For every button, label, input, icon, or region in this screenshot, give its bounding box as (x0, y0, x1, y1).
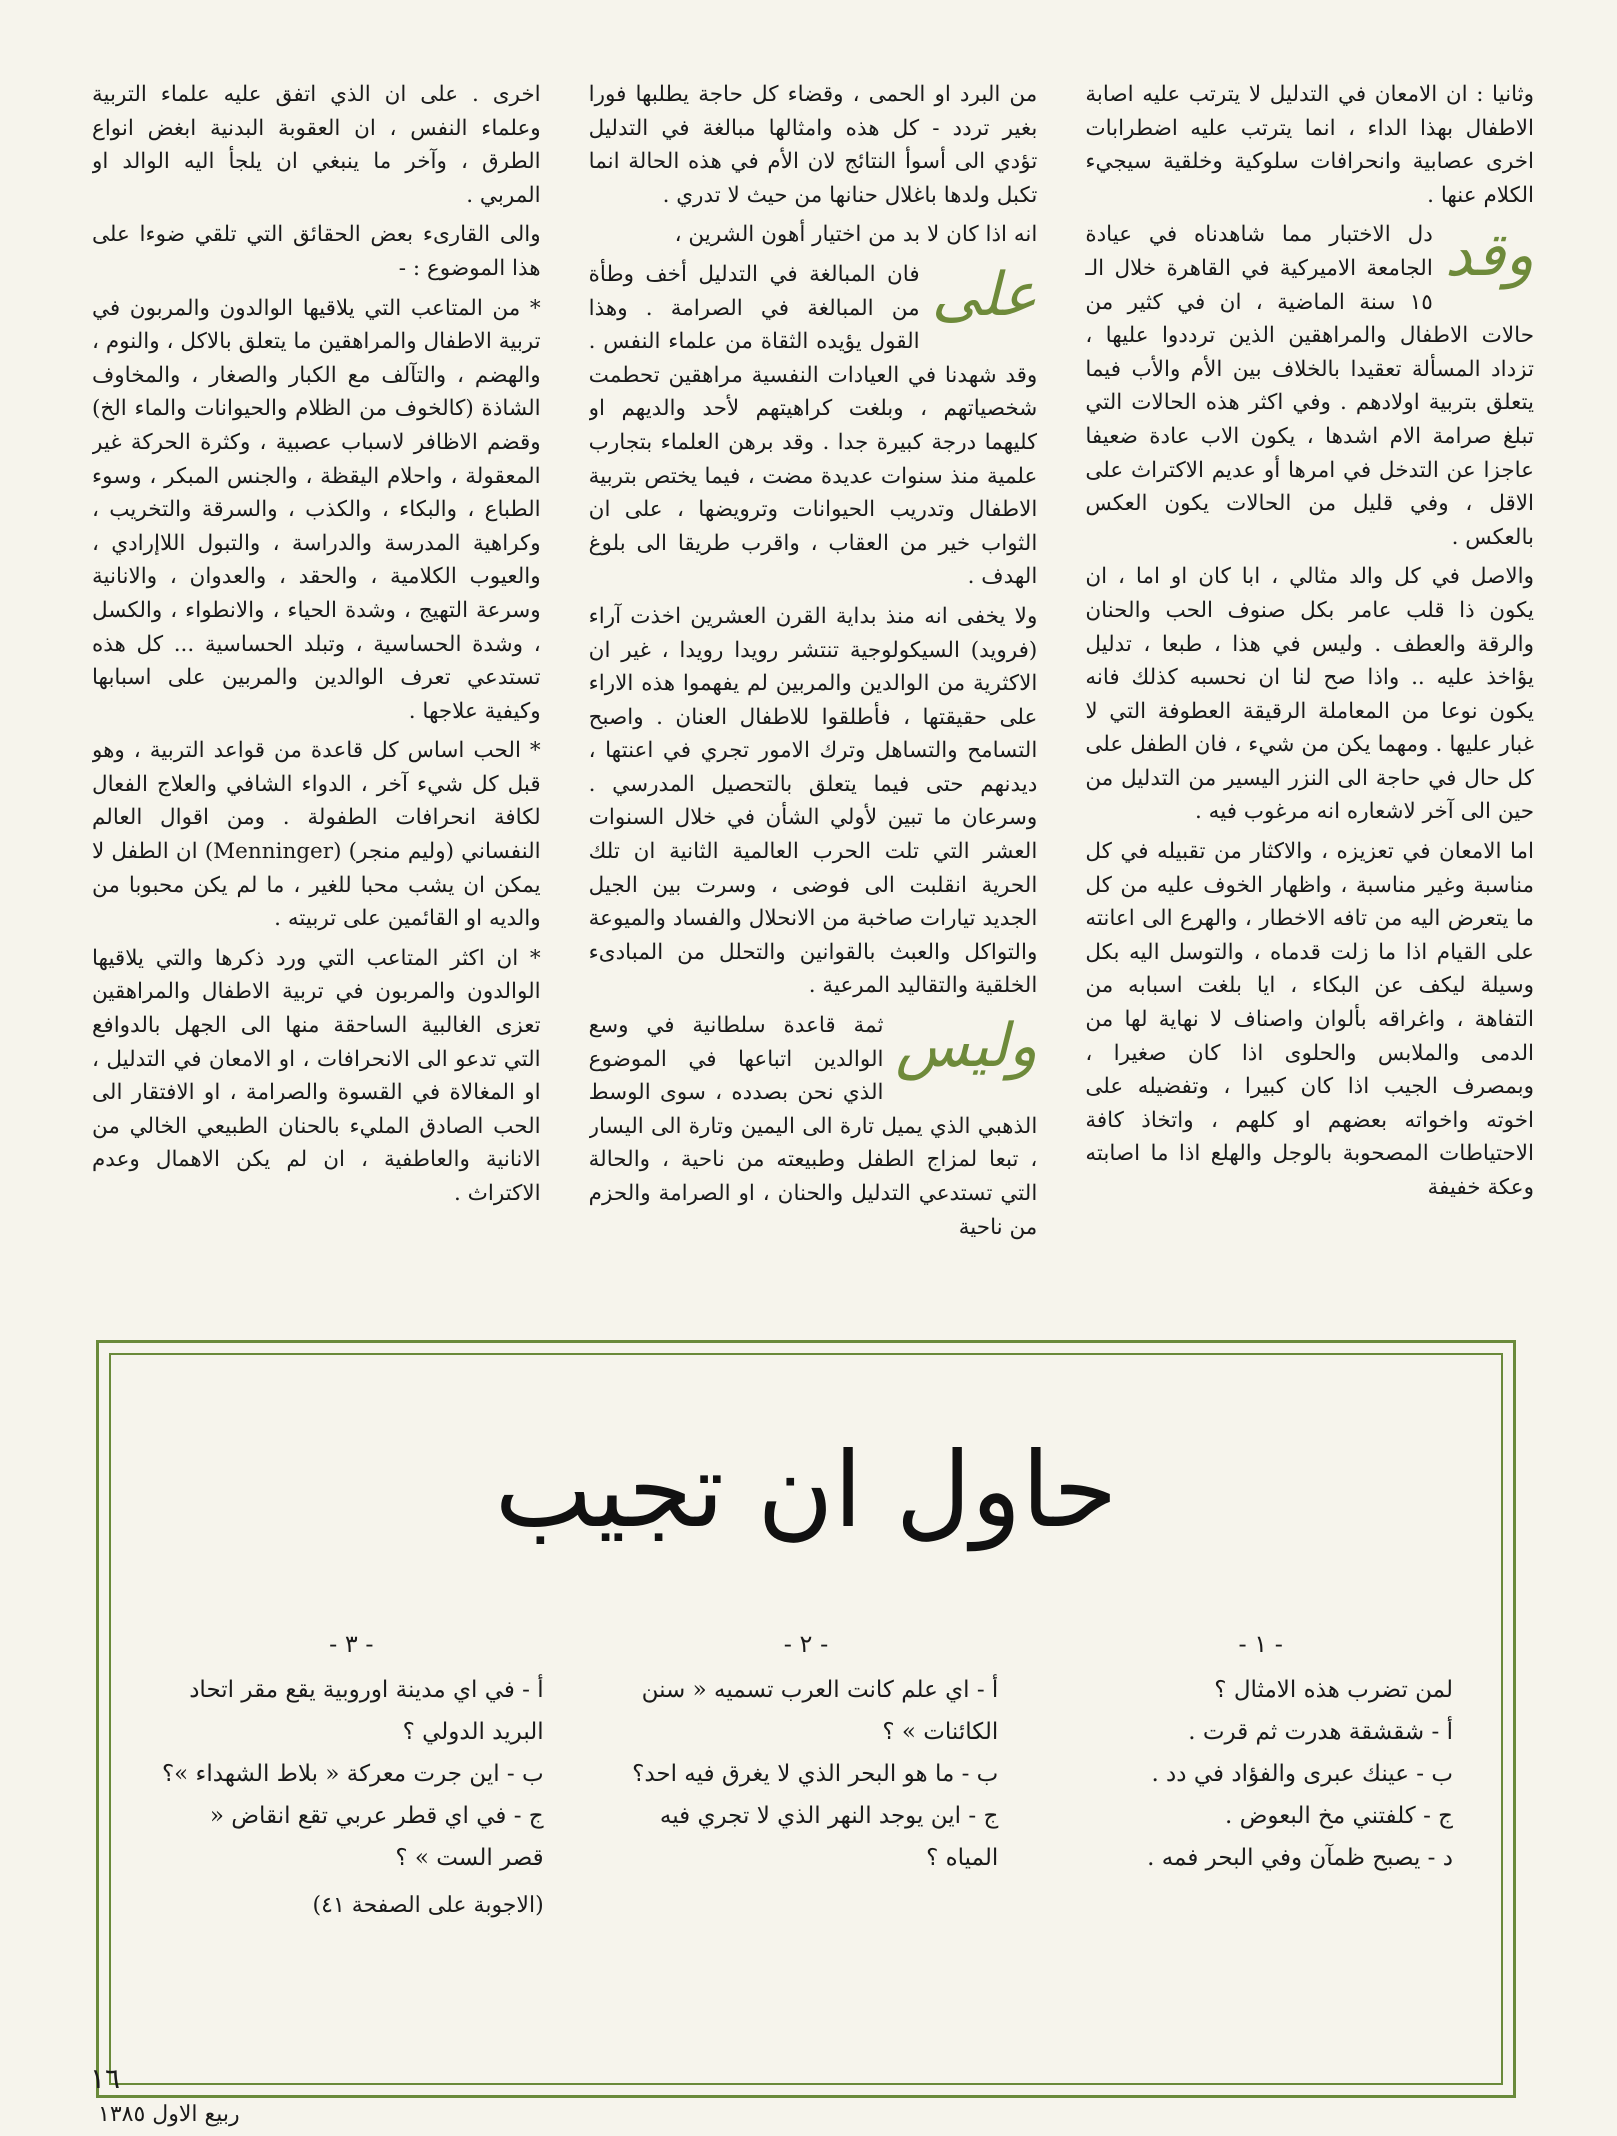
quiz-group-1 (1068, 1623, 1453, 1949)
quiz-question: أ - اي علم كانت العرب تسميه « سنن الكائنات » ؟ (641, 1677, 999, 1745)
quiz-question: د - يصبح ظمآن وفي البحر فمه . (1147, 1845, 1453, 1871)
paragraph: * ان اكثر المتاعب التي ورد ذكرها والتي يلاقيها الوالدون والمربون في تربية الاطفال والمراهقين تعزى الغالبية الساحقة منها الى الجهل بالدوافع التي تدعو الى الانحرافات ، او الامعان في التدليل ، او المغالاة في القسوة والصرامة ، او الافتقار الى الحب الصادق المليء بالحنان الطبيعي الخالي من الانانية والعاطفية ، ان لم يكن الاهمال وعدم الاكتراث . (91, 945, 541, 1206)
column-2 (589, 78, 1038, 1278)
dropcap: وليس (895, 1011, 1038, 1082)
paragraph: والى القارىء بعض الحقائق التي تلقي ضوءا على هذا الموضوع : - (91, 222, 541, 281)
paragraph: ولا يخفى انه منذ بداية القرن العشرين اخذت آراء (فرويد) السيكولوجية تنتشر رويدا رويدا ، غير ان الاكثرية من الوالدين والمربين لم يفهموا هذه الاراء على حقيقتها ، فأطلقوا للاطفال العنان . واصبح التسامح والتساهل وترك الامور تجري في اعنتها ، ديدنهم حتى فيما يتعلق بالتحصيل المدرسي . وسرعان ما تبين لأولي الشأن في خلال السنوات العشر التي تلت الحرب العالمية الثانية ان تلك الحرية انقلبت الى فوضى ، وسرت بين الجيل الجديد تيارات صاخبة من الانحلال والفساد والميوعة والتواكل والعبث بالقوانين والتحلل من المبادىء الخلقية والتقاليد المرعية . (588, 603, 1038, 999)
quiz-question: أ - شقشقة هدرت ثم قرت . (1188, 1719, 1453, 1745)
dropcap: على (931, 259, 1038, 330)
quiz-question: لمن تضرب هذه الامثال ؟ (1214, 1677, 1453, 1703)
column-1 (1085, 78, 1534, 1278)
paragraph: وثانيا : ان الامعان في التدليل لا يترتب عليه اصابة الاطفال بهذا الداء ، انما يترتب عليه اضطرابات اخرى عصابية وانحرافات سلوكية وخلقية سيجيء الكلام عنها . (1085, 82, 1534, 208)
page-number: ١٦ (90, 2062, 121, 2095)
article-columns (92, 78, 1534, 1278)
quiz-title: حاول ان تجيب (494, 1429, 1118, 1551)
dropcap: وقد (1444, 220, 1534, 291)
column-3 (92, 78, 541, 1278)
quiz-question: ب - اين جرت معركة « بلاط الشهداء »؟ (161, 1761, 544, 1787)
paragraph: اخرى . على ان الذي اتفق عليه علماء التربية وعلماء النفس ، ان العقوبة البدنية ابغض انواع الطرق ، وآخر ما ينبغي ان يلجأ اليه الوالد او المربي . (91, 82, 541, 208)
quiz-group-3 (159, 1623, 544, 1949)
quiz-group-number: - ٢ - (783, 1630, 829, 1658)
quiz-box (96, 1340, 1516, 2098)
quiz-group-2 (614, 1623, 999, 1949)
quiz-question: ب - ما هو البحر الذي لا يغرق فيه احد؟ (632, 1761, 999, 1787)
paragraph: انه اذا كان لا بد من اختيار أهون الشرين ، (674, 222, 1038, 248)
issue-date: ربيع الاول ١٣٨٥ (98, 2102, 240, 2127)
quiz-question: ج - في اي قطر عربي تقع انقاض « قصر الست » ؟ (209, 1803, 544, 1871)
paragraph: * الحب اساس كل قاعدة من قواعد التربية ، وهو قبل كل شيء آخر ، الدواء الشافي والعلاج الفعال لكافة انحرافات الطفولة . ومن اقوال العالم النفساني (وليم منجر) (Menninger) ان الطفل لا يمكن ان يشب محبا للغير ، ما لم يكن محبوبا من والديه او القائمين على تربيته . (91, 738, 541, 932)
quiz-group-number: - ٣ - (329, 1630, 374, 1658)
paragraph: ثمة قاعدة سلطانية في وسع الوالدين اتباعها في الموضوع الذي نحن بصدده ، سوى الوسط الذهبي الذي يميل تارة الى اليمين وتارة الى اليسار ، تبعا لمزاج الطفل وطبيعته من ناحية ، والحالة التي تستدعي التدليل والحنان ، او الصرامة والحزم من ناحية (588, 1013, 1038, 1240)
paragraph: فان المبالغة في التدليل أخف وطأة من المبالغة في الصرامة . وهذا القول يؤيده الثقاة من علماء النفس . وقد شهدنا في العيادات النفسية مراهقين تحطمت شخصياتهم ، وبلغت كراهيتهم لأحد والديهم او كليهما درجة كبيرة جدا . وقد برهن العلماء بتجارب علمية منذ سنوات عديدة مضت ، فيما يختص بتربية الاطفال وتدريب الحيوانات وترويضها ، على ان الثواب خير من العقاب ، واقرب طريقا الى بلوغ الهدف . (588, 261, 1038, 590)
paragraph: دل الاختبار مما شاهدناه في عيادة الجامعة الاميركية في القاهرة خلال الـ ١٥ سنة الماضية ، ان في كثير من حالات الاطفال والمراهقين الذين ترددوا عليها ، تزداد المسألة تعقيدا بالخلاف بين الأم والأب فيما يتعلق بتربية اولادهم . وفي اكثر هذه الحالات التي تبلغ صرامة الام اشدها ، يكون الاب عادة ضعيفا عاجزا عن التدخل في امرها أو عديم الاكتراث على الاقل ، وفي قليل من الحالات يكون العكس بالعكس . (1085, 222, 1534, 550)
quiz-group-number: - ١ - (1238, 1630, 1283, 1658)
quiz-question: ج - كلفتني مخ البعوض . (1224, 1803, 1453, 1829)
paragraph: من البرد او الحمى ، وقضاء كل حاجة يطلبها فورا بغير تردد - كل هذه وامثالها مبالغة في التدليل تؤدي الى أسوأ النتائج لان الأم في هذه الحالة انما تكبل ولدها باغلال حنانها من حيث لا تدري . (588, 82, 1038, 208)
quiz-question: ج - اين يوجد النهر الذي لا تجري فيه المياه ؟ (659, 1803, 999, 1871)
quiz-groups (159, 1623, 1453, 1949)
paragraph: * من المتاعب التي يلاقيها الوالدون والمربون في تربية الاطفال والمراهقين ما يتعلق بالاكل ، والنوم ، والهضم ، والتآلف مع الكبار والصغار ، والمخاوف الشاذة (كالخوف من الظلام والحيوانات والماء الخ) وقضم الاظافر لاسباب عصبية ، وكثرة الحركة غير المعقولة ، واحلام اليقظة ، والجنس المبكر ، وسوء الطباع ، والبكاء ، والكذب ، والسرقة والتخريب ، وكراهية المدرسة والدراسة ، والتبول اللاإرادي ، والعيوب الكلامية ، والحقد ، والعدوان ، والانانية وسرعة التهيج ، وشدة الحياء ، والانطواء ، والكسل ، وشدة الحساسية ، وتبلد الحساسية ... كل هذه تستدعي تعرف الوالدين والمربين على اسبابها وكيفية علاجها . (91, 295, 541, 724)
quiz-question: ب - عينك عبرى والفؤاد في دد . (1151, 1761, 1453, 1787)
quiz-question: أ - في اي مدينة اوروبية يقع مقر اتحاد البريد الدولي ؟ (189, 1677, 544, 1745)
paragraph: والاصل في كل والد مثالي ، ابا كان او اما ، ان يكون ذا قلب عامر بكل صنوف الحب والحنان والرقة والعطف . وليس في هذا ، طبعا ، تدليل يؤاخذ عليه .. واذا صح لنا ان نحسبه كذلك فانه يكون نوعا من المعاملة الرقيقة العطوفة التي لا غبار عليها . ومهما يكن من شيء ، فان الطفل على كل حال في حاجة الى النزر اليسير من التدليل من حين الى آخر لاشعاره انه مرغوب فيه . (1085, 564, 1534, 825)
paragraph: اما الامعان في تعزيزه ، والاكثار من تقبيله في كل مناسبة وغير مناسبة ، واظهار الخوف عليه من كل ما يتعرض اليه من تافه الاخطار ، والهرع الى اعانته على القيام اذا ما زلت قدماه ، والتوسل اليه بكل وسيلة ليكف عن البكاء ، ايا بلغت اسبابه من التفاهة ، واغراقه بألوان واصناف لا نهاية لها من الدمى والملابس والحلوى اذا كان صغيرا ، وبمصرف الجيب اذا كان كبيرا ، وتفضيله على اخوته واخواته بعضهم او كلهم ، واتخاذ كافة الاحتياطات المصحوبة بالوجل والهلع اذا ما اصابته وعكة خفيفة (1085, 839, 1534, 1200)
answers-note: (الاجوبة على الصفحة ٤١) (312, 1893, 544, 1918)
